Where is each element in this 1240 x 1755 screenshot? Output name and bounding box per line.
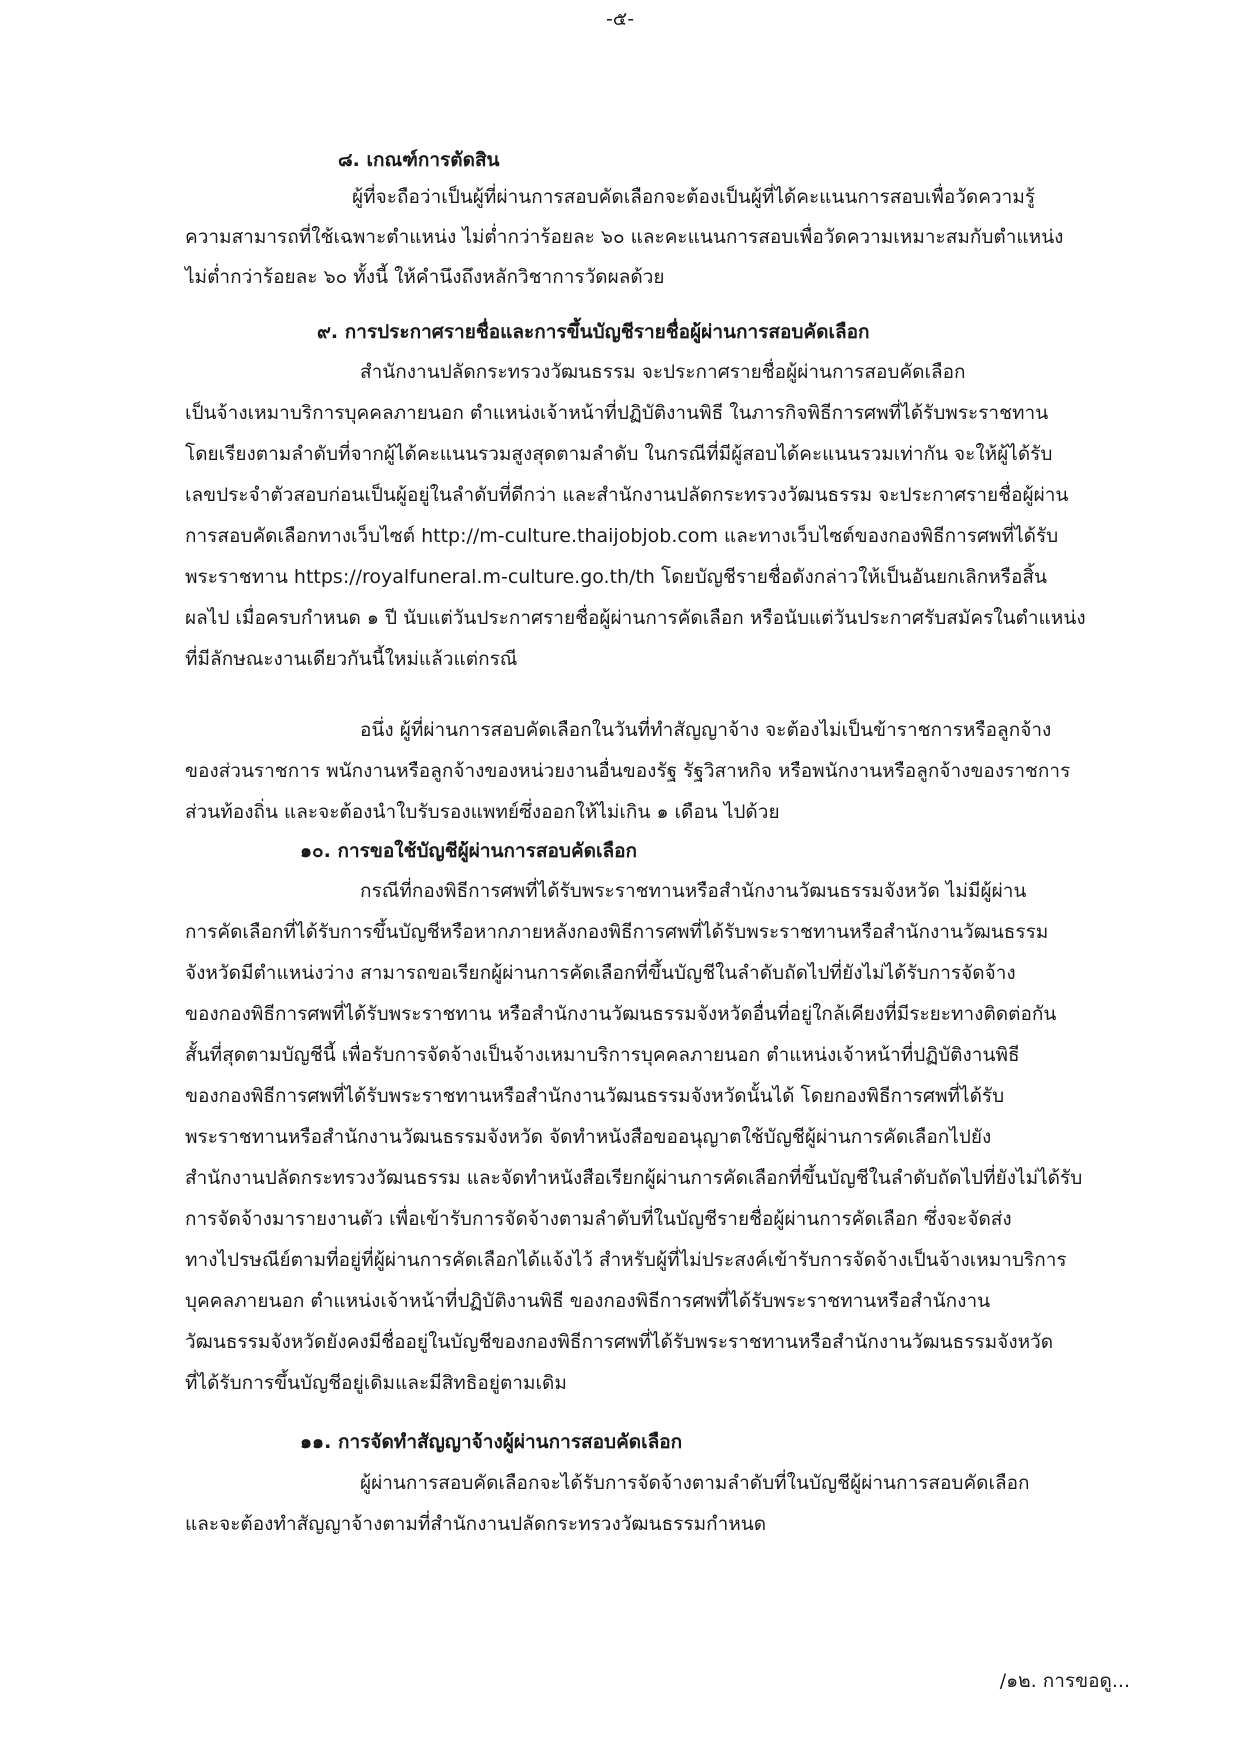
body-line: ที่มีลักษณะงานเดียวกันนี้ใหม่แล้วแต่กรณี: [185, 648, 518, 670]
body-line: โดยเรียงตามลำดับที่จากผู้ได้คะแนนรวมสูงสุดตามลำดับ ในกรณีที่มีผู้สอบได้คะแนนรวมเท่ากัน จะให้ผู้ได้รับ: [185, 443, 1053, 465]
body-line: ของกองพิธีการศพที่ได้รับพระราชทานหรือสำนักงานวัฒนธรรมจังหวัดนั้นได้ โดยกองพิธีการศพที่ได้รับ: [185, 1085, 1005, 1107]
body-line: เลขประจำตัวสอบก่อนเป็นผู้อยู่ในลำดับที่ดีกว่า และสำนักงานปลัดกระทรวงวัฒนธรรม จะประกาศรายชื่อผู้ผ่าน: [185, 484, 1069, 506]
section-11-heading: ๑๑. การจัดทำสัญญาจ้างผู้ผ่านการสอบคัดเลือก: [300, 1431, 683, 1453]
body-line: กรณีที่กองพิธีการศพที่ได้รับพระราชทานหรือสำนักงานวัฒนธรรมจังหวัด ไม่มีผู้ผ่าน: [360, 880, 1027, 902]
body-line: จังหวัดมีตำแหน่งว่าง สามารถขอเรียกผู้ผ่านการคัดเลือกที่ขึ้นบัญชีในลำดับถัดไปที่ยังไม่ได้รับการจัดจ้าง: [185, 962, 1016, 984]
section-10-heading: ๑๐. การขอใช้บัญชีผู้ผ่านการสอบคัดเลือก: [300, 840, 638, 862]
body-line: สำนักงานปลัดกระทรวงวัฒนธรรม จะประกาศรายชื่อผู้ผ่านการสอบคัดเลือก: [360, 361, 966, 383]
body-line: วัฒนธรรมจังหวัดยังคงมีชื่ออยู่ในบัญชีของกองพิธีการศพที่ได้รับพระราชทานหรือสำนักงานวัฒนธรรมจังหวัด: [185, 1331, 1054, 1353]
body-line: ของกองพิธีการศพที่ได้รับพระราชทาน หรือสำนักงานวัฒนธรรมจังหวัดอื่นที่อยู่ใกล้เคียงที่มีระยะทางติดต่อกัน: [185, 1003, 1057, 1025]
body-line: การคัดเลือกที่ได้รับการขึ้นบัญชีหรือหากภายหลังกองพิธีการศพที่ได้รับพระราชทานหรือสำนักงานวัฒนธรรม: [185, 921, 1049, 943]
body-line: ของส่วนราชการ พนักงานหรือลูกจ้างของหน่วยงานอื่นของรัฐ รัฐวิสาหกิจ หรือพนักงานหรือลูกจ้างของราชการ: [185, 760, 1071, 782]
body-line: ผู้ที่จะถือว่าเป็นผู้ที่ผ่านการสอบคัดเลือกจะต้องเป็นผู้ที่ได้คะแนนการสอบเพื่อวัดความรู้: [352, 186, 1036, 208]
section-8-heading: ๘. เกณฑ์การตัดสิน: [338, 149, 500, 171]
body-line: การจัดจ้างมารายงานตัว เพื่อเข้ารับการจัดจ้างตามลำดับที่ในบัญชีรายชื่อผู้ผ่านการคัดเลือก ซึ่งจะจัดส่ง: [185, 1208, 1012, 1230]
body-line: ความสามารถที่ใช้เฉพาะตำแหน่ง ไม่ต่ำกว่าร้อยละ ๖๐ และคะแนนการสอบเพื่อวัดความเหมาะสมกับตำแหน่ง: [185, 226, 1064, 248]
body-line: อนึ่ง ผู้ที่ผ่านการสอบคัดเลือกในวันที่ทำสัญญาจ้าง จะต้องไม่เป็นข้าราชการหรือลูกจ้าง: [360, 719, 1052, 741]
body-line: พระราชทานหรือสำนักงานวัฒนธรรมจังหวัด จัดทำหนังสือขออนุญาตใช้บัญชีผู้ผ่านการคัดเลือกไปยัง: [185, 1126, 992, 1148]
body-line: พระราชทาน https://royalfuneral.m-culture.go.th/th โดยบัญชีรายชื่อดังกล่าวให้เป็นอันยกเลิกหรือสิ้น: [185, 566, 1047, 588]
body-line: ส่วนท้องถิ่น และจะต้องนำใบรับรองแพทย์ซึ่งออกให้ไม่เกิน ๑ เดือน ไปด้วย: [185, 801, 780, 823]
body-line: ผลไป เมื่อครบกำหนด ๑ ปี นับแต่วันประกาศรายชื่อผู้ผ่านการคัดเลือก หรือนับแต่วันประกาศรับสมัครในตำแหน่ง: [185, 607, 1086, 629]
body-line: ไม่ต่ำกว่าร้อยละ ๖๐ ทั้งนี้ ให้คำนึงถึงหลักวิชาการวัดผลด้วย: [185, 266, 665, 288]
section-9-heading: ๙. การประกาศรายชื่อและการขึ้นบัญชีรายชื่อผู้ผ่านการสอบคัดเลือก: [317, 321, 870, 343]
continuation-note: /๑๒. การขอดู...: [999, 1670, 1130, 1692]
body-line: สำนักงานปลัดกระทรวงวัฒนธรรม และจัดทำหนังสือเรียกผู้ผ่านการคัดเลือกที่ขึ้นบัญชีในลำดับถัดไปที่ยังไม่ได้รับ: [185, 1167, 1083, 1189]
body-line: บุคคลภายนอก ตำแหน่งเจ้าหน้าที่ปฏิบัติงานพิธี ของกองพิธีการศพที่ได้รับพระราชทานหรือสำนักงาน: [185, 1290, 991, 1312]
body-line: ผู้ผ่านการสอบคัดเลือกจะได้รับการจัดจ้างตามลำดับที่ในบัญชีผู้ผ่านการสอบคัดเลือก: [360, 1472, 1030, 1494]
body-line: การสอบคัดเลือกทางเว็บไซต์ http://m-culture.thaijobjob.com และทางเว็บไซต์ของกองพิธีการศพที่ได้รับ: [185, 525, 1059, 547]
body-line: เป็นจ้างเหมาบริการบุคคลภายนอก ตำแหน่งเจ้าหน้าที่ปฏิบัติงานพิธี ในภารกิจพิธีการศพที่ได้รับพระราชทาน: [185, 402, 1049, 424]
body-line: และจะต้องทำสัญญาจ้างตามที่สำนักงานปลัดกระทรวงวัฒนธรรมกำหนด: [185, 1513, 767, 1535]
page-number: -๕-: [605, 8, 635, 30]
body-line: ที่ได้รับการขึ้นบัญชีอยู่เดิมและมีสิทธิอยู่ตามเดิม: [185, 1372, 567, 1394]
body-line: ทางไปรษณีย์ตามที่อยู่ที่ผู้ผ่านการคัดเลือกได้แจ้งไว้ สำหรับผู้ที่ไม่ประสงค์เข้ารับการจัดจ้างเป็นจ้างเหมาบริการ: [185, 1249, 1067, 1271]
body-line: สั้นที่สุดตามบัญชีนี้ เพื่อรับการจัดจ้างเป็นจ้างเหมาบริการบุคคลภายนอก ตำแหน่งเจ้าหน้าที่ปฏิบัติงานพิธี: [185, 1044, 1020, 1066]
